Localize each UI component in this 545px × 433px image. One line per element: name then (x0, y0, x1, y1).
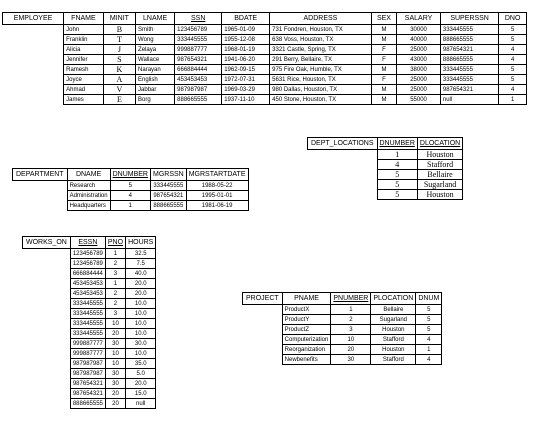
table-cell: Alicia (64, 45, 104, 55)
table-name: WORKS_ON (23, 237, 71, 249)
table-cell: 123456789 (175, 25, 222, 35)
table-cell: Administration (67, 191, 110, 201)
column-header: PLOCATION (371, 293, 416, 305)
table-row (23, 389, 156, 399)
table-cell: 20 (105, 389, 125, 399)
table-cell: 333445555 (175, 35, 222, 45)
table-cell: 333445555 (70, 299, 105, 309)
table-cell: 987654321 (440, 45, 498, 55)
table-cell: 10.0 (126, 329, 156, 339)
table-cell: Zelaya (136, 45, 175, 55)
table-row (23, 309, 156, 319)
row-spacer (243, 325, 283, 335)
row-spacer (23, 279, 71, 289)
table-cell: M (371, 95, 397, 105)
row-spacer (23, 369, 71, 379)
column-header-key: PNUMBER (331, 293, 371, 305)
table-cell: F (371, 55, 397, 65)
row-spacer (23, 249, 71, 259)
table-row (23, 369, 156, 379)
table-row (23, 349, 156, 359)
table-cell: 4 (377, 160, 417, 170)
row-spacer (243, 335, 283, 345)
column-header: DNAME (67, 169, 110, 181)
table-row (3, 35, 527, 45)
table-cell: 10.0 (126, 319, 156, 329)
table-cell: 5631 Rice, Houston, TX (270, 75, 372, 85)
table-cell: 638 Voss, Houston, TX (270, 35, 372, 45)
table-cell: 1 (331, 305, 371, 315)
table-cell: 10.0 (126, 309, 156, 319)
table-cell: Stafford (371, 335, 416, 345)
table-cell: 4 (416, 335, 442, 345)
table-cell: Joyce (64, 75, 104, 85)
table-cell: 5.0 (126, 369, 156, 379)
table-cell: F (371, 45, 397, 55)
table-cell: 333445555 (70, 309, 105, 319)
column-header: MGRSSN (150, 169, 186, 181)
table-cell: 20.0 (126, 289, 156, 299)
table-cell: 20 (331, 345, 371, 355)
table-row (3, 85, 527, 95)
row-spacer (3, 25, 64, 35)
table-cell: 666884444 (70, 269, 105, 279)
column-header: HOURS (126, 237, 156, 249)
table-row (3, 25, 527, 35)
table-row (243, 335, 442, 345)
table-cell: 5 (377, 180, 417, 190)
table-cell: Bellaire (371, 305, 416, 315)
row-spacer (3, 45, 64, 55)
column-header: SALARY (397, 13, 441, 25)
table-cell: 1941-06-20 (222, 55, 270, 65)
table-cell: 4 (499, 85, 527, 95)
row-spacer (308, 160, 378, 170)
table-cell: 888665555 (440, 35, 498, 45)
table-cell: 43000 (397, 55, 441, 65)
column-header: SUPERSSN (440, 13, 498, 25)
table-cell: 987654321 (70, 379, 105, 389)
table-cell: 5 (499, 35, 527, 45)
table-cell: Reorganization (282, 345, 331, 355)
table-cell: 2 (105, 299, 125, 309)
table-cell: 1965-01-09 (222, 25, 270, 35)
row-spacer (23, 359, 71, 369)
table-row (308, 150, 463, 160)
table-cell: ProductX (282, 305, 331, 315)
table-cell: S (103, 55, 135, 65)
table-cell: null (126, 399, 156, 409)
table-cell: 1969-03-29 (222, 85, 270, 95)
department-table (12, 168, 249, 211)
table-cell: 30000 (397, 25, 441, 35)
table-cell: 453453453 (70, 279, 105, 289)
table-cell: 30 (331, 355, 371, 365)
row-spacer (23, 399, 71, 409)
table-cell: Franklin (64, 35, 104, 45)
table-cell: 25000 (397, 75, 441, 85)
table-row (23, 249, 156, 259)
table-cell: 987654321 (175, 55, 222, 65)
table-cell: 123456789 (70, 249, 105, 259)
table-cell: 333445555 (440, 65, 498, 75)
table-cell: 5 (499, 75, 527, 85)
row-spacer (23, 329, 71, 339)
column-header: LNAME (136, 13, 175, 25)
table-cell: 20 (105, 399, 125, 409)
table-cell: 10 (105, 349, 125, 359)
column-header: BDATE (222, 13, 270, 25)
table-cell: Houston (371, 345, 416, 355)
table-cell: 5 (499, 25, 527, 35)
row-spacer (3, 95, 64, 105)
row-spacer (23, 389, 71, 399)
row-spacer (23, 319, 71, 329)
table-cell: 30 (105, 379, 125, 389)
column-header: PNAME (282, 293, 331, 305)
row-spacer (243, 355, 283, 365)
table-cell: 10.0 (126, 349, 156, 359)
table-cell: 888665555 (70, 399, 105, 409)
table-cell: 5 (499, 65, 527, 75)
table-cell: 4 (110, 191, 150, 201)
row-spacer (243, 345, 283, 355)
table-cell: 453453453 (175, 75, 222, 85)
table-cell: 32.5 (126, 249, 156, 259)
table-cell: 888665555 (150, 201, 186, 211)
table-cell: Smith (136, 25, 175, 35)
table-cell: 453453453 (70, 289, 105, 299)
project-table (242, 292, 442, 365)
table-cell: James (64, 95, 104, 105)
row-spacer (3, 75, 64, 85)
table-name: DEPARTMENT (13, 169, 68, 181)
row-spacer (308, 170, 378, 180)
column-header: DNUM (416, 293, 442, 305)
column-header: SEX (371, 13, 397, 25)
table-cell: Newbenefits (282, 355, 331, 365)
table-cell: 5 (416, 315, 442, 325)
table-cell: 4 (499, 55, 527, 65)
row-spacer (308, 180, 378, 190)
table-cell: 987987987 (70, 369, 105, 379)
table-cell: 987987987 (175, 85, 222, 95)
row-spacer (13, 191, 68, 201)
table-cell: F (371, 75, 397, 85)
table-cell: 30 (105, 339, 125, 349)
row-spacer (23, 259, 71, 269)
table-cell: A (103, 75, 135, 85)
table-cell: 1968-01-19 (222, 45, 270, 55)
table-cell: 55000 (397, 95, 441, 105)
table-cell: 987654321 (70, 389, 105, 399)
row-spacer (3, 35, 64, 45)
table-cell: 333445555 (70, 319, 105, 329)
table-cell: 20.0 (126, 279, 156, 289)
row-spacer (243, 315, 283, 325)
works-on-table (22, 236, 156, 409)
column-header-key: DNUMBER (110, 169, 150, 181)
table-row (23, 329, 156, 339)
table-cell: 1 (105, 279, 125, 289)
column-header-key: PNO (105, 237, 125, 249)
column-header-key: DNUMBER (377, 138, 417, 150)
row-spacer (13, 201, 68, 211)
table-cell: 10.0 (126, 299, 156, 309)
row-spacer (3, 65, 64, 75)
table-cell: 980 Dallas, Houston, TX (270, 85, 372, 95)
table-row (23, 289, 156, 299)
table-cell: 333445555 (150, 181, 186, 191)
table-name: DEPT_LOCATIONS (308, 138, 378, 150)
table-cell: 999887777 (70, 339, 105, 349)
table-cell: Stafford (371, 355, 416, 365)
table-cell: Borg (136, 95, 175, 105)
table-cell: 25000 (397, 45, 441, 55)
table-row (23, 299, 156, 309)
table-cell: M (371, 35, 397, 45)
table-cell: 1995-01-01 (186, 191, 248, 201)
row-spacer (3, 85, 64, 95)
table-cell: 20.0 (126, 379, 156, 389)
table-row (3, 95, 527, 105)
table-cell: 731 Fondren, Houston, TX (270, 25, 372, 35)
table-cell: 3 (105, 269, 125, 279)
table-cell: 666884444 (175, 65, 222, 75)
table-cell: 888665555 (440, 55, 498, 65)
table-cell: E (103, 95, 135, 105)
column-header: MINIT (103, 13, 135, 25)
table-row (243, 345, 442, 355)
table-row (13, 191, 249, 201)
row-spacer (23, 339, 71, 349)
table-row (23, 399, 156, 409)
table-cell: Narayan (136, 65, 175, 75)
row-spacer (23, 269, 71, 279)
table-cell: B (103, 25, 135, 35)
table-cell: 40.0 (126, 269, 156, 279)
table-cell: 1981-06-19 (186, 201, 248, 211)
table-cell: 1 (499, 95, 527, 105)
table-cell: 1937-11-10 (222, 95, 270, 105)
table-cell: 15.0 (126, 389, 156, 399)
table-cell: Bellaire (417, 170, 462, 180)
table-cell: Houston (417, 190, 462, 200)
table-cell: Wallace (136, 55, 175, 65)
table-cell: 1 (105, 249, 125, 259)
table-cell: 5 (377, 190, 417, 200)
table-cell: Sugarland (417, 180, 462, 190)
table-cell: 987987987 (70, 359, 105, 369)
table-row (23, 359, 156, 369)
table-cell: 5 (110, 181, 150, 191)
table-row (23, 339, 156, 349)
table-cell: 987654321 (440, 85, 498, 95)
table-row (308, 180, 463, 190)
table-cell: 5 (416, 325, 442, 335)
table-cell: 4 (499, 45, 527, 55)
row-spacer (243, 305, 283, 315)
table-cell: 10 (331, 335, 371, 345)
table-row (23, 259, 156, 269)
table-row (243, 315, 442, 325)
table-row (13, 201, 249, 211)
table-cell: 1 (377, 150, 417, 160)
table-row (13, 181, 249, 191)
table-cell: Jennifer (64, 55, 104, 65)
column-header-key: DLOCATION (417, 138, 462, 150)
row-spacer (23, 349, 71, 359)
table-cell: 999887777 (70, 349, 105, 359)
column-header-key: ESSN (70, 237, 105, 249)
table-row (23, 279, 156, 289)
table-row (243, 325, 442, 335)
table-cell: J (103, 45, 135, 55)
table-cell: ProductZ (282, 325, 331, 335)
table-cell: 1962-09-15 (222, 65, 270, 75)
table-cell: 2 (105, 259, 125, 269)
table-cell: 10 (105, 359, 125, 369)
table-name: EMPLOYEE (3, 13, 64, 25)
table-row (308, 170, 463, 180)
table-cell: 1955-12-08 (222, 35, 270, 45)
table-cell: 1 (416, 345, 442, 355)
table-cell: Ramesh (64, 65, 104, 75)
table-name: PROJECT (243, 293, 283, 305)
table-cell: 5 (416, 305, 442, 315)
table-cell: John (64, 25, 104, 35)
table-cell: 1 (110, 201, 150, 211)
table-cell: 10 (105, 319, 125, 329)
table-cell: Sugarland (371, 315, 416, 325)
table-cell: 4 (416, 355, 442, 365)
table-cell: 2 (331, 315, 371, 325)
table-row (3, 55, 527, 65)
row-spacer (13, 181, 68, 191)
table-cell: 2 (105, 289, 125, 299)
table-cell: 1988-05-22 (186, 181, 248, 191)
column-header: MGRSTARTDATE (186, 169, 248, 181)
table-row (308, 160, 463, 170)
table-cell: 40000 (397, 35, 441, 45)
table-cell: 3 (105, 309, 125, 319)
table-row (243, 355, 442, 365)
table-row (23, 379, 156, 389)
table-cell: null (440, 95, 498, 105)
table-cell: English (136, 75, 175, 85)
table-cell: Headquarters (67, 201, 110, 211)
table-row (3, 45, 527, 55)
table-cell: 291 Berry, Bellaire, TX (270, 55, 372, 65)
table-cell: Ahmad (64, 85, 104, 95)
row-spacer (23, 379, 71, 389)
table-cell: Jabbar (136, 85, 175, 95)
table-row (243, 305, 442, 315)
table-cell: T (103, 35, 135, 45)
table-cell: 333445555 (440, 25, 498, 35)
table-cell: 975 Fire Oak, Humble, TX (270, 65, 372, 75)
table-row (3, 65, 527, 75)
table-cell: M (371, 65, 397, 75)
table-cell: 987654321 (150, 191, 186, 201)
table-cell: 3321 Castle, Spring, TX (270, 45, 372, 55)
table-cell: V (103, 85, 135, 95)
table-cell: 30 (105, 369, 125, 379)
row-spacer (308, 190, 378, 200)
row-spacer (3, 55, 64, 65)
table-cell: 7.5 (126, 259, 156, 269)
table-cell: 25000 (397, 85, 441, 95)
column-header-key: SSN (175, 13, 222, 25)
table-cell: 38000 (397, 65, 441, 75)
column-header: FNAME (64, 13, 104, 25)
row-spacer (23, 309, 71, 319)
table-cell: 888665555 (175, 95, 222, 105)
table-cell: Houston (371, 325, 416, 335)
table-cell: Research (67, 181, 110, 191)
table-row (308, 190, 463, 200)
table-cell: Stafford (417, 160, 462, 170)
table-cell: Houston (417, 150, 462, 160)
dept-locations-table (307, 137, 463, 200)
table-cell: Computerization (282, 335, 331, 345)
table-cell: 1972-07-31 (222, 75, 270, 85)
table-cell: M (371, 25, 397, 35)
table-cell: 450 Stone, Houston, TX (270, 95, 372, 105)
column-header: ADDRESS (270, 13, 372, 25)
table-cell: 30.0 (126, 339, 156, 349)
table-cell: ProductY (282, 315, 331, 325)
table-cell: Wong (136, 35, 175, 45)
table-row (23, 269, 156, 279)
table-row (23, 319, 156, 329)
table-cell: M (371, 85, 397, 95)
employee-table (2, 12, 527, 105)
table-cell: 333445555 (70, 329, 105, 339)
column-header: DNO (499, 13, 527, 25)
table-cell: 123456789 (70, 259, 105, 269)
table-cell: 5 (377, 170, 417, 180)
row-spacer (23, 299, 71, 309)
table-cell: 333445555 (440, 75, 498, 85)
table-cell: 35.0 (126, 359, 156, 369)
row-spacer (308, 150, 378, 160)
table-row (3, 75, 527, 85)
table-cell: 20 (105, 329, 125, 339)
table-cell: K (103, 65, 135, 75)
table-cell: 3 (331, 325, 371, 335)
table-cell: 999887777 (175, 45, 222, 55)
row-spacer (23, 289, 71, 299)
